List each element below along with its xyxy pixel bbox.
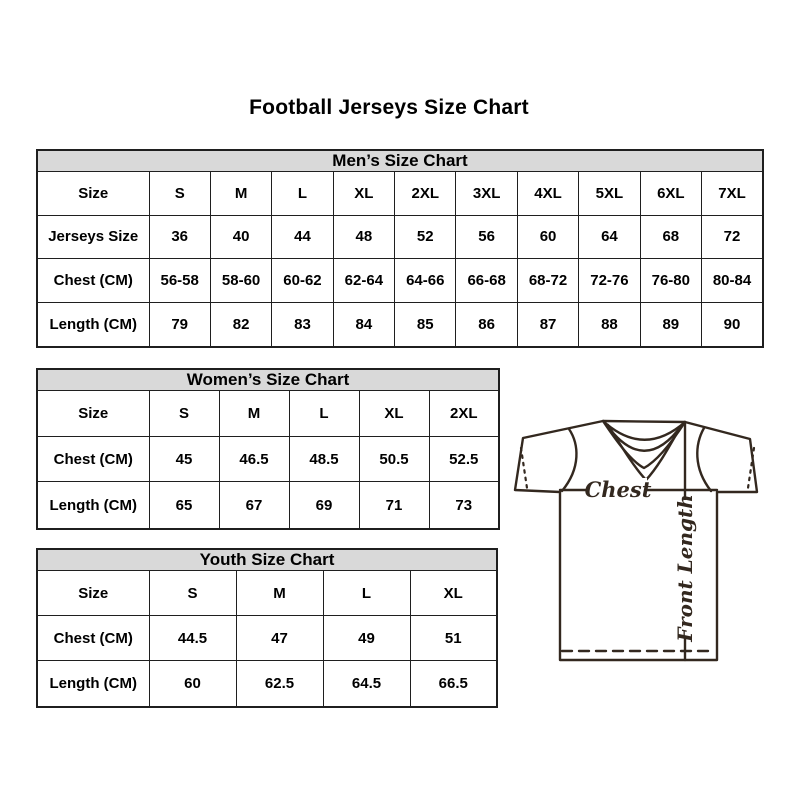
- size-cell: L: [323, 571, 410, 616]
- size-cell: 71: [359, 482, 429, 529]
- size-cell: S: [149, 571, 236, 616]
- row-label: Size: [37, 391, 149, 437]
- size-cell: 6XL: [640, 172, 701, 216]
- size-cell: M: [210, 172, 271, 216]
- size-cell: 56: [456, 215, 517, 259]
- size-cell: 62.5: [236, 661, 323, 707]
- size-cell: 48.5: [289, 436, 359, 482]
- size-cell: 2XL: [395, 172, 456, 216]
- size-cell: 66.5: [410, 661, 497, 707]
- jersey-measurement-diagram: [505, 396, 775, 672]
- size-cell: 49: [323, 616, 410, 661]
- size-cell: 68: [640, 215, 701, 259]
- size-cell: 79: [149, 302, 210, 347]
- row-label: Length (CM): [37, 661, 149, 707]
- table-row: [37, 661, 497, 707]
- table-title: Youth Size Chart: [37, 549, 497, 571]
- size-cell: 64.5: [323, 661, 410, 707]
- size-cell: 52: [395, 215, 456, 259]
- table-row: [37, 172, 763, 216]
- size-cell: 72-76: [579, 259, 640, 303]
- size-cell: 48: [333, 215, 394, 259]
- size-cell: 90: [702, 302, 763, 347]
- row-label: Length (CM): [37, 482, 149, 529]
- size-cell: S: [149, 172, 210, 216]
- size-cell: 3XL: [456, 172, 517, 216]
- size-cell: 5XL: [579, 172, 640, 216]
- table-row: [37, 302, 763, 347]
- size-cell: 47: [236, 616, 323, 661]
- size-cell: 62-64: [333, 259, 394, 303]
- size-cell: 73: [429, 482, 499, 529]
- table-title-row: [37, 369, 499, 391]
- size-cell: 86: [456, 302, 517, 347]
- size-cell: 46.5: [219, 436, 289, 482]
- size-cell: L: [289, 391, 359, 437]
- size-cell: 64: [579, 215, 640, 259]
- row-label: Chest (CM): [37, 616, 149, 661]
- table-row: [37, 259, 763, 303]
- size-cell: 60: [517, 215, 578, 259]
- size-cell: 58-60: [210, 259, 271, 303]
- size-cell: L: [272, 172, 333, 216]
- size-cell: XL: [410, 571, 497, 616]
- size-cell: 66-68: [456, 259, 517, 303]
- table-row: [37, 215, 763, 259]
- size-cell: 60: [149, 661, 236, 707]
- size-cell: 40: [210, 215, 271, 259]
- size-cell: XL: [359, 391, 429, 437]
- size-cell: 84: [333, 302, 394, 347]
- size-cell: XL: [333, 172, 394, 216]
- size-cell: 72: [702, 215, 763, 259]
- table-title: Women’s Size Chart: [37, 369, 499, 391]
- size-cell: 76-80: [640, 259, 701, 303]
- row-label: Length (CM): [37, 302, 149, 347]
- size-cell: 80-84: [702, 259, 763, 303]
- size-cell: 45: [149, 436, 219, 482]
- size-cell: S: [149, 391, 219, 437]
- row-label: Jerseys Size: [37, 215, 149, 259]
- size-cell: 88: [579, 302, 640, 347]
- size-cell: 85: [395, 302, 456, 347]
- size-cell: 36: [149, 215, 210, 259]
- table-row: [37, 391, 499, 437]
- row-label: Chest (CM): [37, 436, 149, 482]
- size-cell: 60-62: [272, 259, 333, 303]
- size-cell: 82: [210, 302, 271, 347]
- row-label: Chest (CM): [37, 259, 149, 303]
- table-title: Men’s Size Chart: [37, 150, 763, 172]
- size-cell: 56-58: [149, 259, 210, 303]
- size-cell: 44.5: [149, 616, 236, 661]
- size-cell: 89: [640, 302, 701, 347]
- table-title-row: [37, 150, 763, 172]
- size-cell: 67: [219, 482, 289, 529]
- table-row: [37, 571, 497, 616]
- size-cell: M: [236, 571, 323, 616]
- size-cell: 2XL: [429, 391, 499, 437]
- size-cell: 44: [272, 215, 333, 259]
- size-cell: 4XL: [517, 172, 578, 216]
- size-cell: 68-72: [517, 259, 578, 303]
- size-cell: M: [219, 391, 289, 437]
- table-row: [37, 436, 499, 482]
- size-cell: 51: [410, 616, 497, 661]
- table-title-row: [37, 549, 497, 571]
- size-cell: 83: [272, 302, 333, 347]
- front-length-label: Front Length: [673, 494, 697, 642]
- page-title: Football Jerseys Size Chart: [249, 96, 529, 119]
- womens-size-chart-table: [36, 368, 500, 530]
- size-cell: 69: [289, 482, 359, 529]
- size-cell: 64-66: [395, 259, 456, 303]
- jersey-outline: [515, 421, 757, 660]
- youth-size-chart-table: [36, 548, 498, 708]
- table-row: [37, 482, 499, 529]
- chest-label: Chest: [584, 477, 652, 502]
- size-cell: 7XL: [702, 172, 763, 216]
- row-label: Size: [37, 172, 149, 216]
- size-cell: 65: [149, 482, 219, 529]
- mens-size-chart-table: [36, 149, 764, 348]
- size-cell: 52.5: [429, 436, 499, 482]
- size-cell: 87: [517, 302, 578, 347]
- size-cell: 50.5: [359, 436, 429, 482]
- table-row: [37, 616, 497, 661]
- row-label: Size: [37, 571, 149, 616]
